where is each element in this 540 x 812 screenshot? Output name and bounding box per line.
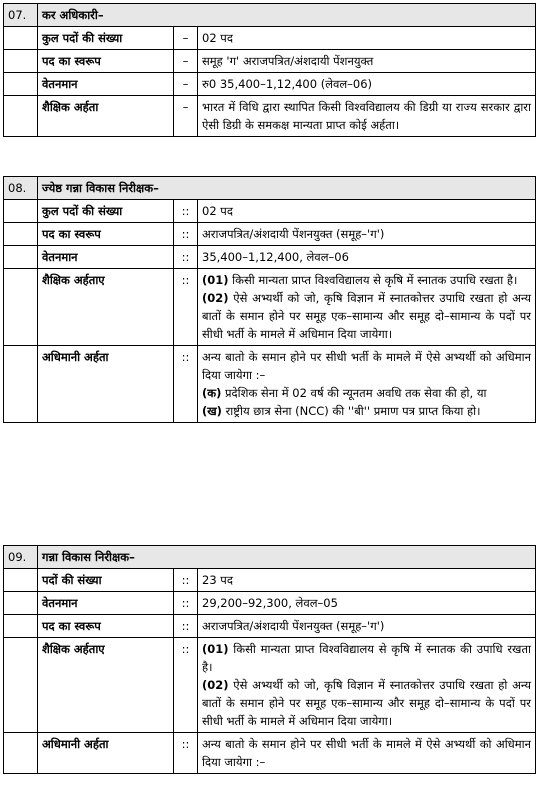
row-separator: :: (174, 200, 198, 223)
section-09 (3, 545, 536, 774)
row-separator: :: (174, 246, 198, 269)
row-value (198, 638, 536, 733)
row-value: 35,400–1,12,400, लेवल–06 (198, 246, 536, 269)
row-label: अधिमानी अर्हता (38, 733, 174, 774)
section-07 (3, 3, 536, 137)
section-07-table (3, 3, 536, 137)
row-value: 23 पद (198, 569, 536, 592)
section-07-header (4, 4, 536, 27)
section-08 (3, 176, 536, 423)
row-separator: :: (174, 269, 198, 346)
table-row-qualification (4, 269, 536, 346)
row-value: रु0 35,400–1,12,400 (लेवल–06) (198, 73, 536, 96)
row-separator: :: (174, 346, 198, 423)
row-label: वेतनमान (38, 246, 174, 269)
table-row-qualification (4, 638, 536, 733)
table-row (4, 615, 536, 638)
table-row (4, 223, 536, 246)
row-separator: :: (174, 733, 198, 774)
row-label: वेतनमान (38, 592, 174, 615)
table-row-preference (4, 346, 536, 423)
row-label: पद का स्वरूप (38, 615, 174, 638)
section-number: 08. (4, 177, 38, 200)
row-separator: – (174, 50, 198, 73)
qualification-point-1: (01) किसी मान्यता प्राप्त विश्वविद्यालय से कृषि में स्नातक उपाधि रखता है। (202, 273, 518, 287)
table-row (4, 27, 536, 50)
table-row (4, 200, 536, 223)
preference-point-b: (ख) राष्ट्रीय छात्र सेना (NCC) की ''बी'' प्रमाण पत्र प्राप्त किया हो। (202, 404, 481, 418)
point-marker: (क) (202, 386, 222, 400)
table-row (4, 569, 536, 592)
row-value: 29,200–92,300, लेवल–05 (198, 592, 536, 615)
section-title: गन्ना विकास निरीक्षक– (38, 546, 536, 569)
section-08-header (4, 177, 536, 200)
point-marker: (02) (202, 678, 229, 692)
table-row-preference (4, 733, 536, 774)
qualification-point-2: (02) ऐसे अभ्यर्थी को जो, कृषि विज्ञान में स्नातकोत्तर उपाधि रखता हो अन्य बातों के समान होने पर समूह एक–सामान्य और समूह दो–सामान्य के पदों पर सीधी भर्ती के मामले में अधिमान दिया जायेगा। (202, 291, 531, 341)
row-value: भारत में विधि द्वारा स्थापित किसी विश्वविद्यालय की डिग्री या राज्य सरकार द्वारा ऐसी डिग्री के समकक्ष मान्यता प्राप्त कोई अर्हता। (198, 96, 536, 137)
row-separator: – (174, 73, 198, 96)
row-label: पद का स्वरूप (38, 50, 174, 73)
section-number: 07. (4, 4, 38, 27)
row-value: 02 पद (198, 200, 536, 223)
section-title: कर अधिकारी– (38, 4, 536, 27)
row-separator: :: (174, 638, 198, 733)
row-value (198, 269, 536, 346)
row-value (198, 733, 536, 774)
row-value: अराजपत्रित/अंशदायी पेंशनयुक्त (समूह–'ग') (198, 223, 536, 246)
row-label: कुल पदों की संख्या (38, 27, 174, 50)
row-label: पदों की संख्या (38, 569, 174, 592)
row-label: शैक्षिक अर्हता (38, 96, 174, 137)
row-label: अधिमानी अर्हता (38, 346, 174, 423)
row-label: शैक्षिक अर्हताए (38, 269, 174, 346)
row-value: 02 पद (198, 27, 536, 50)
table-row (4, 592, 536, 615)
point-marker: (02) (202, 291, 229, 305)
row-value: समूह 'ग' अराजपत्रित/अंशदायी पेंशनयुक्त (198, 50, 536, 73)
row-separator: – (174, 96, 198, 137)
section-09-header (4, 546, 536, 569)
preference-intro: अन्य बातो के समान होने पर सीधी भर्ती के मामले में ऐसे अभ्यर्थी को अधिमान दिया जायेगा :– (202, 350, 531, 382)
section-09-table (3, 545, 536, 774)
preference-point-a: (क) प्रदेशिक सेना में 02 वर्ष की न्यूनतम अवधि तक सेवा की हो, या (202, 386, 487, 400)
row-separator: :: (174, 615, 198, 638)
row-separator: :: (174, 592, 198, 615)
row-label: कुल पदों की संख्या (38, 200, 174, 223)
qualification-point-2: (02) ऐसे अभ्यर्थी को जो, कृषि विज्ञान में स्नातकोत्तर उपाधि रखता हो अन्य बातों के समान होने पर समूह एक–सामान्य और समूह दो–सामान्य के पदों पर सीधी भर्ती के मामले में अधिमान दिया जायेगा। (202, 678, 531, 728)
table-row (4, 50, 536, 73)
table-row (4, 73, 536, 96)
row-separator: :: (174, 223, 198, 246)
point-marker: (ख) (202, 404, 222, 418)
table-row (4, 246, 536, 269)
row-label: शैक्षिक अर्हताए (38, 638, 174, 733)
section-title: ज्येष्ठ गन्ना विकास निरीक्षक– (38, 177, 536, 200)
preference-intro: अन्य बातो के समान होने पर सीधी भर्ती के मामले में ऐसे अभ्यर्थी को अधिमान दिया जायेगा :– (202, 737, 531, 769)
point-marker: (01) (202, 273, 229, 287)
row-value (198, 346, 536, 423)
row-value: अराजपत्रित/अंशदायी पेंशनयुक्त (समूह–'ग') (198, 615, 536, 638)
row-separator: – (174, 27, 198, 50)
section-number: 09. (4, 546, 38, 569)
row-label: पद का स्वरूप (38, 223, 174, 246)
point-marker: (01) (202, 642, 229, 656)
row-separator: :: (174, 569, 198, 592)
qualification-point-1: (01) किसी मान्यता प्राप्त विश्वविद्यालय से कृषि में स्नातक की उपाधि रखता है। (202, 642, 531, 674)
section-08-table (3, 176, 536, 423)
table-row (4, 96, 536, 137)
row-label: वेतनमान (38, 73, 174, 96)
